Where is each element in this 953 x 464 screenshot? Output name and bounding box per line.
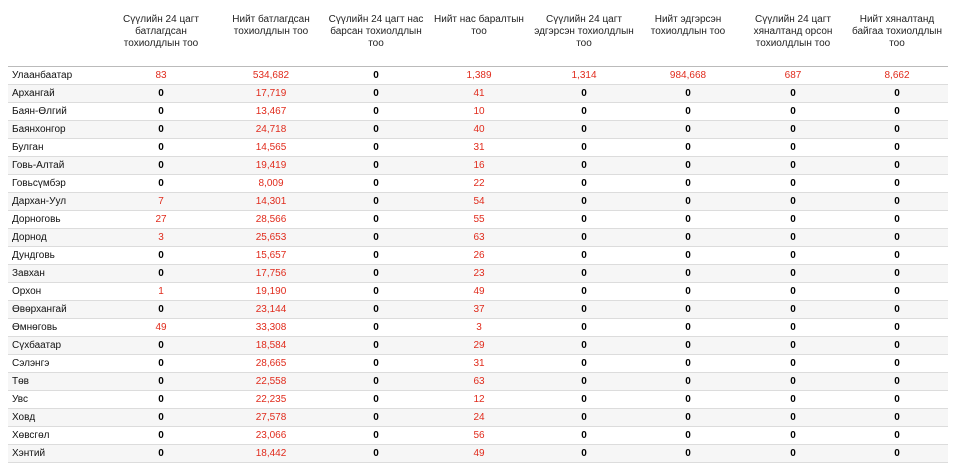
cell-confirmed-24h: 1 [106,283,216,301]
cell-confirmed-total: 24,718 [216,121,326,139]
cell-recovered-24h: 1,314 [532,67,636,85]
cell-monitoring-24h: 0 [740,337,846,355]
cell-confirmed-total: 22,235 [216,391,326,409]
cell-confirmed-total: 22,558 [216,373,326,391]
cell-confirmed-total: 18,584 [216,337,326,355]
cell-confirmed-24h: 0 [106,355,216,373]
cell-confirmed-total: 14,301 [216,193,326,211]
cell-confirmed-total: 15,657 [216,247,326,265]
cell-deaths-total: 41 [426,85,532,103]
cell-deaths-24h: 0 [326,121,426,139]
cell-monitoring-total: 0 [846,229,948,247]
province-name: Дорнод [8,229,106,247]
covid-stats-table [8,12,948,463]
header-confirmed-total: Нийт батлагдсан тохиолдлын тоо [216,12,326,67]
cell-monitoring-24h: 0 [740,157,846,175]
cell-recovered-total: 0 [636,427,740,445]
cell-recovered-24h: 0 [532,103,636,121]
province-name: Орхон [8,283,106,301]
cell-recovered-24h: 0 [532,121,636,139]
cell-confirmed-total: 27,578 [216,409,326,427]
cell-monitoring-total: 0 [846,175,948,193]
cell-monitoring-24h: 0 [740,283,846,301]
cell-confirmed-24h: 0 [106,391,216,409]
cell-deaths-24h: 0 [326,265,426,283]
cell-monitoring-24h: 0 [740,229,846,247]
cell-confirmed-total: 25,653 [216,229,326,247]
cell-recovered-24h: 0 [532,409,636,427]
cell-deaths-24h: 0 [326,229,426,247]
table-row [8,229,948,247]
cell-recovered-24h: 0 [532,193,636,211]
cell-recovered-total: 0 [636,193,740,211]
cell-recovered-24h: 0 [532,391,636,409]
cell-deaths-total: 1,389 [426,67,532,85]
cell-deaths-24h: 0 [326,409,426,427]
cell-monitoring-24h: 0 [740,85,846,103]
cell-deaths-total: 40 [426,121,532,139]
cell-monitoring-total: 0 [846,265,948,283]
table-row [8,139,948,157]
cell-confirmed-24h: 0 [106,175,216,193]
table-row [8,193,948,211]
cell-confirmed-24h: 0 [106,427,216,445]
table-row [8,157,948,175]
cell-recovered-total: 984,668 [636,67,740,85]
header-monitoring-total: Нийт хяналтанд байгаа тохиолдлын тоо [846,12,948,67]
cell-deaths-24h: 0 [326,139,426,157]
cell-confirmed-24h: 49 [106,319,216,337]
cell-deaths-total: 37 [426,301,532,319]
province-name: Говьсүмбэр [8,175,106,193]
table-body [8,67,948,463]
cell-confirmed-total: 19,419 [216,157,326,175]
province-name: Баян-Өлгий [8,103,106,121]
cell-confirmed-total: 19,190 [216,283,326,301]
province-name: Дундговь [8,247,106,265]
cell-monitoring-24h: 0 [740,193,846,211]
table-row [8,391,948,409]
province-name: Дорноговь [8,211,106,229]
table-row [8,103,948,121]
cell-recovered-24h: 0 [532,337,636,355]
cell-monitoring-total: 0 [846,139,948,157]
cell-deaths-24h: 0 [326,211,426,229]
table-header-row [8,12,948,67]
cell-deaths-total: 56 [426,427,532,445]
cell-recovered-24h: 0 [532,427,636,445]
cell-monitoring-total: 0 [846,373,948,391]
cell-recovered-total: 0 [636,337,740,355]
cell-confirmed-24h: 0 [106,301,216,319]
cell-deaths-24h: 0 [326,319,426,337]
cell-recovered-total: 0 [636,409,740,427]
cell-monitoring-total: 8,662 [846,67,948,85]
cell-confirmed-24h: 0 [106,121,216,139]
cell-monitoring-24h: 687 [740,67,846,85]
cell-recovered-24h: 0 [532,445,636,463]
cell-recovered-total: 0 [636,139,740,157]
cell-recovered-total: 0 [636,373,740,391]
cell-recovered-total: 0 [636,211,740,229]
table-row [8,355,948,373]
cell-recovered-24h: 0 [532,301,636,319]
province-name: Увс [8,391,106,409]
cell-confirmed-24h: 0 [106,85,216,103]
cell-monitoring-24h: 0 [740,247,846,265]
cell-confirmed-24h: 0 [106,103,216,121]
covid-stats-table-wrapper [8,12,948,463]
cell-monitoring-total: 0 [846,301,948,319]
cell-confirmed-24h: 27 [106,211,216,229]
cell-deaths-total: 16 [426,157,532,175]
cell-monitoring-24h: 0 [740,175,846,193]
table-row [8,67,948,85]
cell-recovered-total: 0 [636,301,740,319]
cell-monitoring-total: 0 [846,283,948,301]
province-name: Ховд [8,409,106,427]
cell-monitoring-total: 0 [846,85,948,103]
cell-deaths-24h: 0 [326,283,426,301]
cell-monitoring-total: 0 [846,193,948,211]
cell-confirmed-24h: 0 [106,139,216,157]
cell-deaths-24h: 0 [326,175,426,193]
cell-monitoring-24h: 0 [740,355,846,373]
province-name: Баянхонгор [8,121,106,139]
cell-monitoring-24h: 0 [740,139,846,157]
cell-recovered-total: 0 [636,265,740,283]
province-name: Сүхбаатар [8,337,106,355]
cell-confirmed-24h: 83 [106,67,216,85]
cell-confirmed-total: 17,756 [216,265,326,283]
table-row [8,319,948,337]
table-row [8,445,948,463]
cell-monitoring-total: 0 [846,157,948,175]
cell-monitoring-total: 0 [846,121,948,139]
cell-recovered-24h: 0 [532,265,636,283]
cell-deaths-24h: 0 [326,67,426,85]
cell-confirmed-24h: 0 [106,265,216,283]
province-name: Архангай [8,85,106,103]
cell-deaths-total: 49 [426,283,532,301]
table-row [8,211,948,229]
cell-deaths-24h: 0 [326,157,426,175]
cell-recovered-24h: 0 [532,157,636,175]
cell-recovered-total: 0 [636,319,740,337]
cell-confirmed-24h: 0 [106,157,216,175]
cell-monitoring-total: 0 [846,355,948,373]
cell-confirmed-total: 14,565 [216,139,326,157]
cell-monitoring-24h: 0 [740,265,846,283]
cell-recovered-total: 0 [636,355,740,373]
cell-recovered-total: 0 [636,175,740,193]
cell-deaths-total: 10 [426,103,532,121]
cell-confirmed-total: 23,144 [216,301,326,319]
cell-recovered-24h: 0 [532,85,636,103]
cell-recovered-total: 0 [636,283,740,301]
cell-deaths-24h: 0 [326,373,426,391]
cell-deaths-24h: 0 [326,301,426,319]
header-confirmed-24h: Сүүлийн 24 цагт батлагдсан тохиолдлын тоо [106,12,216,67]
cell-monitoring-24h: 0 [740,319,846,337]
cell-deaths-total: 26 [426,247,532,265]
province-name: Булган [8,139,106,157]
cell-deaths-24h: 0 [326,355,426,373]
cell-confirmed-24h: 0 [106,409,216,427]
cell-monitoring-total: 0 [846,427,948,445]
cell-monitoring-total: 0 [846,445,948,463]
province-name: Говь-Алтай [8,157,106,175]
province-name: Дархан-Уул [8,193,106,211]
cell-confirmed-24h: 7 [106,193,216,211]
cell-monitoring-total: 0 [846,319,948,337]
cell-recovered-total: 0 [636,121,740,139]
cell-deaths-total: 63 [426,373,532,391]
cell-deaths-24h: 0 [326,427,426,445]
cell-recovered-total: 0 [636,391,740,409]
province-name: Хөвсгөл [8,427,106,445]
cell-deaths-total: 29 [426,337,532,355]
cell-deaths-24h: 0 [326,445,426,463]
cell-recovered-total: 0 [636,157,740,175]
cell-deaths-total: 31 [426,139,532,157]
table-row [8,337,948,355]
cell-confirmed-total: 23,066 [216,427,326,445]
cell-monitoring-total: 0 [846,103,948,121]
cell-deaths-total: 3 [426,319,532,337]
cell-deaths-24h: 0 [326,193,426,211]
cell-deaths-total: 54 [426,193,532,211]
cell-deaths-24h: 0 [326,103,426,121]
cell-deaths-24h: 0 [326,85,426,103]
cell-confirmed-total: 28,566 [216,211,326,229]
cell-confirmed-24h: 0 [106,247,216,265]
cell-deaths-24h: 0 [326,337,426,355]
cell-deaths-total: 63 [426,229,532,247]
cell-recovered-total: 0 [636,445,740,463]
cell-recovered-total: 0 [636,85,740,103]
cell-confirmed-24h: 0 [106,445,216,463]
table-row [8,427,948,445]
province-name: Завхан [8,265,106,283]
cell-recovered-total: 0 [636,247,740,265]
cell-deaths-total: 23 [426,265,532,283]
table-row [8,175,948,193]
cell-confirmed-total: 534,682 [216,67,326,85]
cell-deaths-24h: 0 [326,247,426,265]
cell-recovered-24h: 0 [532,139,636,157]
cell-recovered-24h: 0 [532,355,636,373]
cell-monitoring-total: 0 [846,391,948,409]
cell-monitoring-total: 0 [846,409,948,427]
cell-recovered-24h: 0 [532,283,636,301]
province-name: Хэнтий [8,445,106,463]
header-recovered-24h: Сүүлийн 24 цагт эдгэрсэн тохиолдлын тоо [532,12,636,67]
cell-deaths-24h: 0 [326,391,426,409]
cell-monitoring-total: 0 [846,247,948,265]
cell-deaths-total: 22 [426,175,532,193]
table-row [8,121,948,139]
cell-monitoring-24h: 0 [740,301,846,319]
cell-recovered-24h: 0 [532,211,636,229]
header-province [8,12,106,67]
cell-confirmed-total: 17,719 [216,85,326,103]
table-row [8,247,948,265]
header-monitoring-24h: Сүүлийн 24 цагт хяналтанд орсон тохиолдлын тоо [740,12,846,67]
cell-monitoring-24h: 0 [740,121,846,139]
header-deaths-24h: Сүүлийн 24 цагт нас барсан тохиолдлын тоо [326,12,426,67]
cell-recovered-24h: 0 [532,319,636,337]
cell-recovered-total: 0 [636,103,740,121]
province-name: Өмнөговь [8,319,106,337]
table-row [8,265,948,283]
cell-deaths-total: 49 [426,445,532,463]
table-row [8,85,948,103]
cell-monitoring-total: 0 [846,337,948,355]
cell-monitoring-24h: 0 [740,409,846,427]
cell-recovered-24h: 0 [532,247,636,265]
cell-confirmed-total: 33,308 [216,319,326,337]
table-row [8,409,948,427]
province-name: Улаанбаатар [8,67,106,85]
cell-deaths-total: 12 [426,391,532,409]
cell-confirmed-24h: 0 [106,373,216,391]
header-recovered-total: Нийт эдгэрсэн тохиолдлын тоо [636,12,740,67]
table-row [8,283,948,301]
cell-confirmed-total: 18,442 [216,445,326,463]
cell-monitoring-24h: 0 [740,445,846,463]
cell-confirmed-24h: 3 [106,229,216,247]
header-deaths-total: Нийт нас баралтын тоо [426,12,532,67]
cell-monitoring-24h: 0 [740,427,846,445]
cell-confirmed-total: 8,009 [216,175,326,193]
cell-deaths-total: 24 [426,409,532,427]
cell-recovered-24h: 0 [532,373,636,391]
cell-recovered-24h: 0 [532,175,636,193]
cell-confirmed-24h: 0 [106,337,216,355]
cell-monitoring-24h: 0 [740,103,846,121]
province-name: Сэлэнгэ [8,355,106,373]
province-name: Өвөрхангай [8,301,106,319]
cell-deaths-total: 55 [426,211,532,229]
cell-deaths-total: 31 [426,355,532,373]
cell-confirmed-total: 28,665 [216,355,326,373]
cell-monitoring-24h: 0 [740,373,846,391]
cell-monitoring-total: 0 [846,211,948,229]
cell-confirmed-total: 13,467 [216,103,326,121]
province-name: Төв [8,373,106,391]
cell-recovered-24h: 0 [532,229,636,247]
cell-monitoring-24h: 0 [740,211,846,229]
table-row [8,373,948,391]
cell-monitoring-24h: 0 [740,391,846,409]
table-row [8,301,948,319]
cell-recovered-total: 0 [636,229,740,247]
